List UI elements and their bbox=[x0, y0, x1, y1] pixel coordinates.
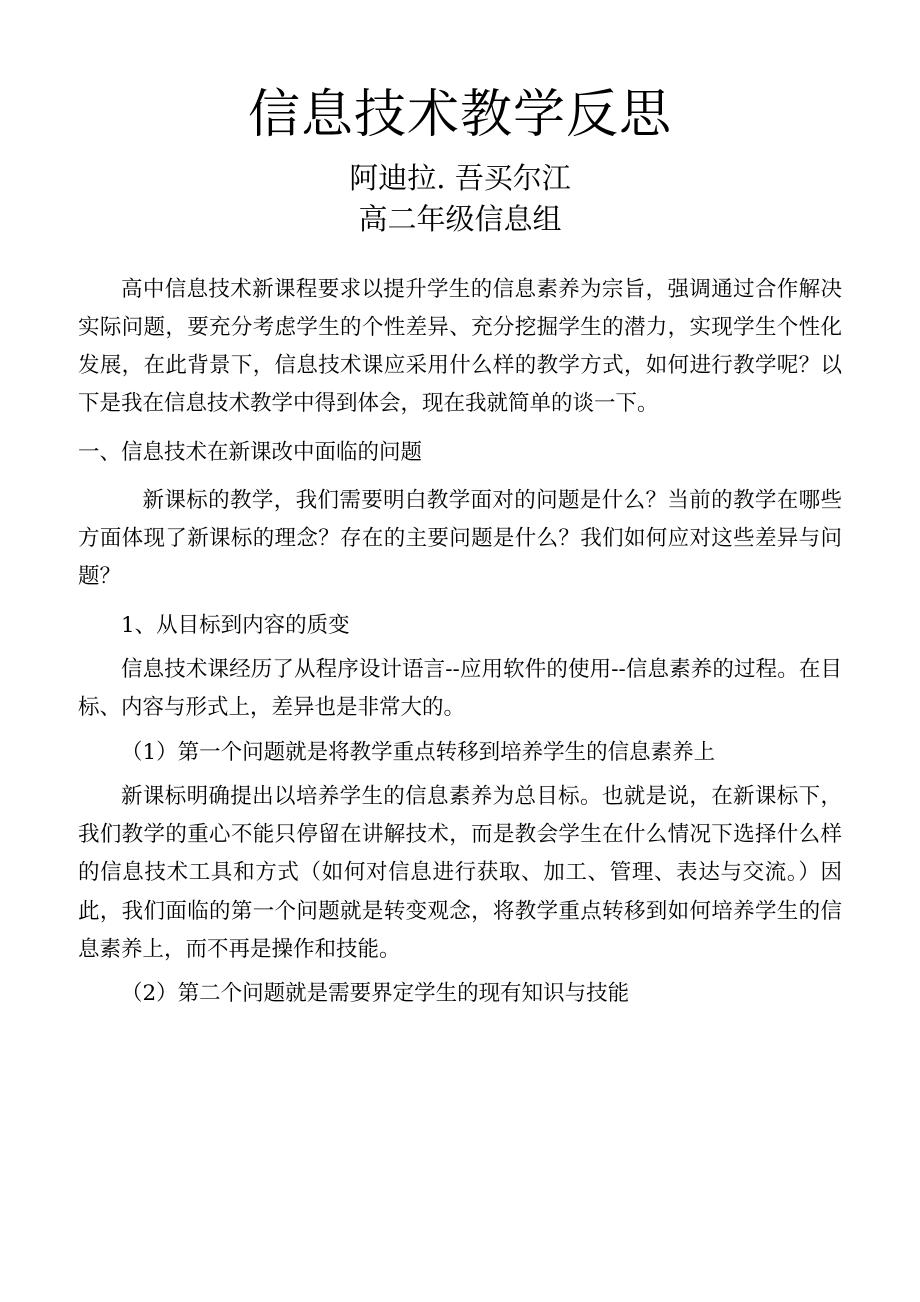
page-title: 信息技术教学反思 bbox=[247, 85, 672, 145]
paragraph-3: 信息技术课经历了从程序设计语言--应用软件的使用--信息素养的过程。在目标、内容与形式上，差异也是非常大的。 bbox=[78, 656, 842, 721]
author-name: 阿迪拉. 吾买尔江 bbox=[349, 161, 571, 196]
paragraph-intro: 高中信息技术新课程要求以提升学生的信息素养为宗旨，强调通过合作解决实际问题，要充分考虑学生的个性差异、充分挖掘学生的潜力，实现学生个性化发展，在此背景下，信息技术课应采用什么样的教学方式，如何进行教学呢？以下是我在信息技术教学中得到体会，现在我就简单的谈一下。 bbox=[78, 276, 842, 417]
list-item-2: （2）第二个问题就是需要界定学生的现有知识与技能 bbox=[121, 981, 630, 1007]
author-affiliation: 高二年级信息组 bbox=[358, 202, 562, 237]
paragraph-2: 新课标的教学，我们需要明白教学面对的问题是什么？当前的教学在哪些方面体现了新课标的理念？存在的主要问题是什么？我们如何应对这些差异与问题？ bbox=[78, 487, 842, 590]
subsection-heading-1: 1、从目标到内容的质变 bbox=[121, 612, 350, 638]
section-heading-1: 一、信息技术在新课改中面临的问题 bbox=[78, 439, 423, 465]
list-item-1: （1）第一个问题就是将教学重点转移到培养学生的信息素养上 bbox=[121, 739, 716, 765]
paragraph-4: 新课标明确提出以培养学生的信息素养为总目标。也就是说，在新课标下，我们教学的重心不能只停留在讲解技术，而是教会学生在什么情况下选择什么样的信息技术工具和方式（如何对信息进行获取、加工、管理、表达与交流。）因此，我们面临的第一个问题就是转变观念，将教学重点转移到如何培养学生的信息素养上，而不再是操作和技能。 bbox=[78, 783, 842, 962]
